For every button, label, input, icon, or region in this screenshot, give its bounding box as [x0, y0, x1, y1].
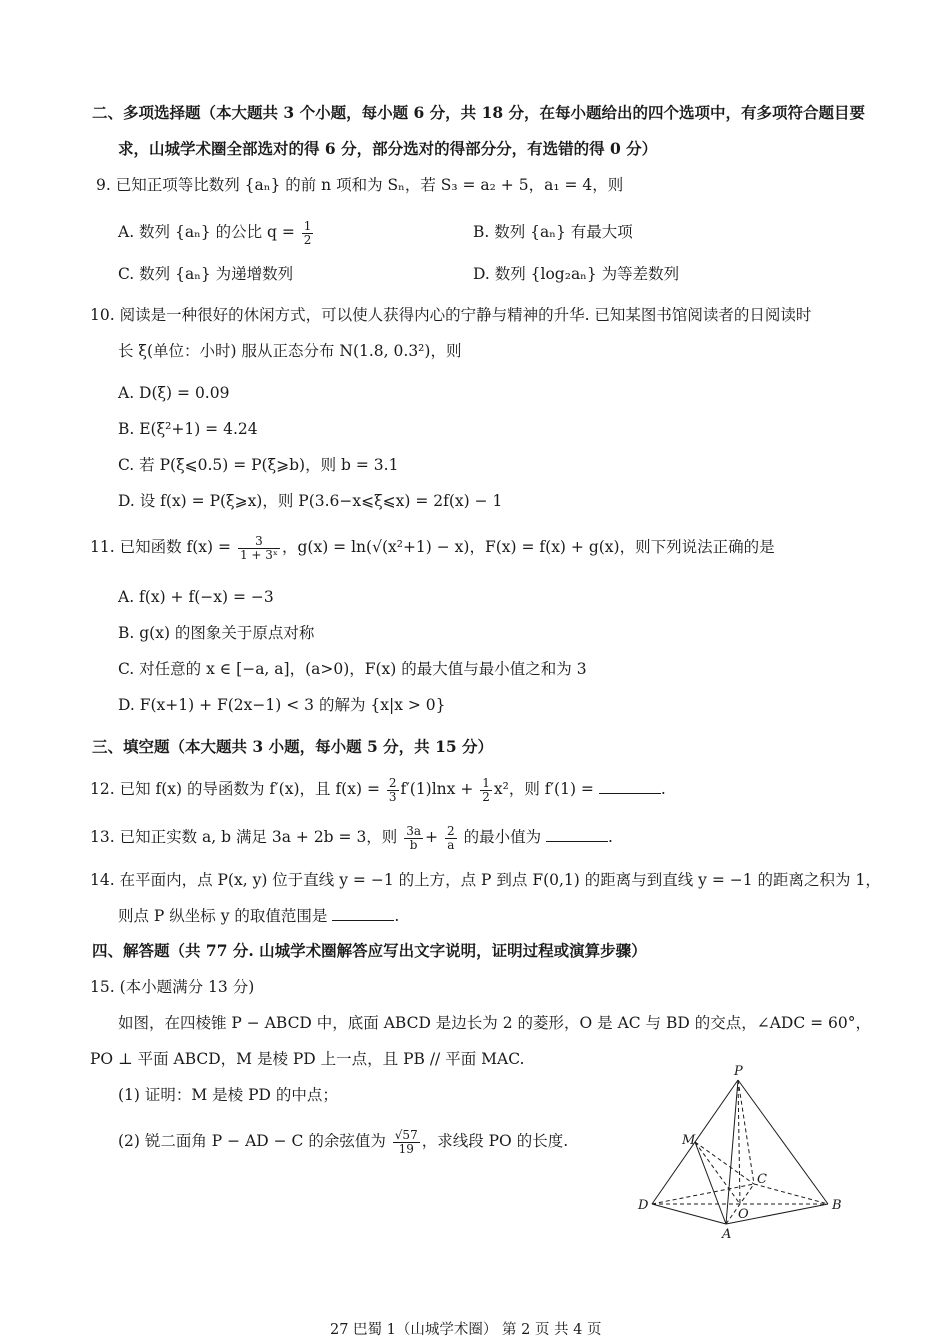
- q12-pre: 12. 已知 f(x) 的导函数为 f′(x)，且 f(x) =: [90, 780, 380, 798]
- section-3-desc: （本大题共 3 小题，每小题 5 分，共 15 分）: [169, 737, 494, 756]
- q13-answer-blank: [546, 827, 608, 842]
- frac-den: b: [409, 837, 418, 852]
- pyramid-figure: [630, 1062, 850, 1244]
- q13-fraction-2: [445, 825, 457, 852]
- q13-plus: +: [425, 828, 439, 846]
- edge-DC: [652, 1184, 754, 1204]
- q9-option-b: B. 数列 {aₙ} 有最大项: [473, 223, 633, 241]
- q12-fraction-1: [387, 777, 399, 804]
- frac-num: 2: [388, 775, 397, 790]
- edge-DA: [652, 1204, 726, 1224]
- q14-line2-text: 则点 P 纵坐标 y 的取值范围是: [118, 907, 328, 925]
- q12-answer-blank: [599, 779, 661, 794]
- q11-option-b: B. g(x) 的图象关于原点对称: [118, 624, 315, 642]
- q15-sub1: (1) 证明：M 是棱 PD 的中点；: [118, 1086, 338, 1104]
- frac-num: 3: [238, 535, 280, 549]
- section-2-desc-cont: 求，山城学术圈全部选对的得 6 分，部分选对的得部分分，有选错的得 0 分）: [118, 139, 658, 158]
- frac-den: 2: [303, 232, 312, 247]
- q12-post: x²，则 f′(1) =: [493, 780, 594, 798]
- frac-num: 2: [446, 823, 455, 838]
- edge-PA: [726, 1080, 738, 1224]
- frac-den: 3: [388, 789, 397, 804]
- section-4-header: [92, 941, 647, 961]
- q11-stem: [90, 532, 775, 562]
- q9-option-c: C. 数列 {aₙ} 为递增数列: [118, 265, 294, 283]
- section-2-header: [92, 103, 865, 123]
- q15-para1: 如图，在四棱锥 P − ABCD 中，底面 ABCD 是边长为 2 的菱形，O 是 AC 与 BD 的交点，∠ADC = 60°，: [118, 1014, 872, 1032]
- label-D: D: [638, 1198, 649, 1213]
- q11-option-d: D. F(x+1) + F(2x−1) < 3 的解为 {x|x > 0}: [118, 696, 446, 714]
- q9-option-a-text: A. 数列 {aₙ} 的公比 q =: [118, 223, 295, 241]
- page-footer: 27 巴蜀 1（山城学术圈） 第 2 页 共 4 页: [330, 1322, 602, 1338]
- q14-answer-blank: [332, 906, 394, 921]
- label-A: A: [722, 1227, 732, 1242]
- section-3-header: [92, 737, 493, 757]
- q13-pre: 13. 已知正实数 a, b 满足 3a + 2b = 3，则: [90, 828, 398, 846]
- q9-option-a: [118, 219, 315, 247]
- q14-line1: 14. 在平面内，点 P(x, y) 位于直线 y = −1 的上方，点 P 到点 F(0,1) 的距离与到直线 y = −1 的距离之积为 1，: [90, 871, 881, 889]
- q14-line2: [118, 906, 399, 926]
- frac-num: √57: [394, 1127, 418, 1142]
- q10-option-d: D. 设 f(x) = P(ξ⩾x)，则 P(3.6−x⩽ξ⩽x) = 2f(x) − 1: [118, 492, 503, 510]
- q15-para2: PO ⊥ 平面 ABCD，M 是棱 PD 上一点，且 PB // 平面 MAC.: [90, 1050, 525, 1068]
- edge-MA: [695, 1142, 726, 1224]
- label-C: C: [757, 1172, 767, 1187]
- q10-stem-line2: 长 ξ(单位：小时) 服从正态分布 N(1.8, 0.3²)，则: [118, 342, 462, 360]
- edge-MC: [695, 1142, 754, 1184]
- frac-den: 2: [482, 789, 490, 804]
- q10-option-b: B. E(ξ²+1) = 4.24: [118, 420, 258, 438]
- edge-CB: [754, 1184, 828, 1204]
- q12-mid: f′(1)lnx +: [400, 780, 474, 798]
- q13-end: .: [608, 828, 613, 846]
- q12: [90, 772, 666, 806]
- q10-option-a: A. D(ξ) = 0.09: [118, 384, 230, 402]
- section-2-desc: （本大题共 3 个小题，每小题 6 分，共 18 分，在每小题给出的四个选项中，有多项符合题目要: [200, 103, 866, 122]
- q11-option-c: C. 对任意的 x ∈ [−a, a]，(a>0)，F(x) 的最大值与最小值之和为 3: [118, 660, 587, 678]
- q12-end: .: [660, 780, 666, 798]
- q15-sub2-pre: (2) 锐二面角 P − AD − C 的余弦值为: [118, 1132, 386, 1150]
- frac-num: 3a: [406, 823, 422, 838]
- q13-post: 的最小值为: [463, 828, 542, 846]
- frac-den: 1 + 3ˣ: [239, 547, 278, 562]
- q12-fraction-2: [480, 777, 492, 804]
- label-B: B: [832, 1198, 842, 1213]
- frac-num: 1: [482, 775, 490, 790]
- edge-PO: [738, 1080, 740, 1204]
- q10-option-c: C. 若 P(ξ⩽0.5) = P(ξ⩾b)，则 b = 3.1: [118, 456, 399, 474]
- edge-PB: [738, 1080, 828, 1204]
- q15-head: 15. (本小题满分 13 分): [90, 978, 255, 996]
- q15-fraction: [393, 1129, 420, 1156]
- frac-num: 1: [303, 218, 312, 233]
- label-O: O: [738, 1207, 749, 1222]
- q11-stem-post: ，g(x) = ln(√(x²+1) − x)，F(x) = f(x) + g(x)，则下列说法正确的是: [281, 538, 775, 556]
- label-M: M: [682, 1133, 696, 1148]
- label-P: P: [734, 1064, 743, 1079]
- frac-den: 19: [398, 1141, 414, 1156]
- q11-stem-pre: 11. 已知函数 f(x) =: [90, 538, 231, 556]
- q9-stem: 9. 已知正项等比数列 {aₙ} 的前 n 项和为 Sₙ，若 S₃ = a₂ + 5，a₁ = 4，则: [96, 176, 624, 194]
- q10-stem-line1: 10. 阅读是一种很好的休闲方式，可以使人获得内心的宁静与精神的升华. 已知某图书馆阅读者的日阅读时: [90, 306, 812, 324]
- section-3-title: 三、填空题: [92, 737, 170, 756]
- section-4-desc: （共 77 分. 山城学术圈解答应写出文字说明，证明过程或演算步骤）: [169, 941, 647, 960]
- frac-den: a: [447, 837, 455, 852]
- q13: [90, 820, 613, 854]
- q9-option-d: D. 数列 {log₂aₙ} 为等差数列: [473, 265, 680, 283]
- edge-PC: [738, 1080, 754, 1184]
- q15-sub2-post: ，求线段 PO 的长度.: [421, 1132, 569, 1150]
- q15-sub2: [118, 1124, 568, 1158]
- q14-end: .: [394, 907, 400, 925]
- section-4-title: 四、解答题: [92, 941, 170, 960]
- q13-fraction-1: [404, 825, 423, 852]
- q9-option-a-fraction: [302, 220, 314, 247]
- section-2-title: 二、多项选择题: [92, 103, 201, 122]
- q11-option-a: A. f(x) + f(−x) = −3: [118, 588, 274, 606]
- q11-fraction: [238, 535, 280, 562]
